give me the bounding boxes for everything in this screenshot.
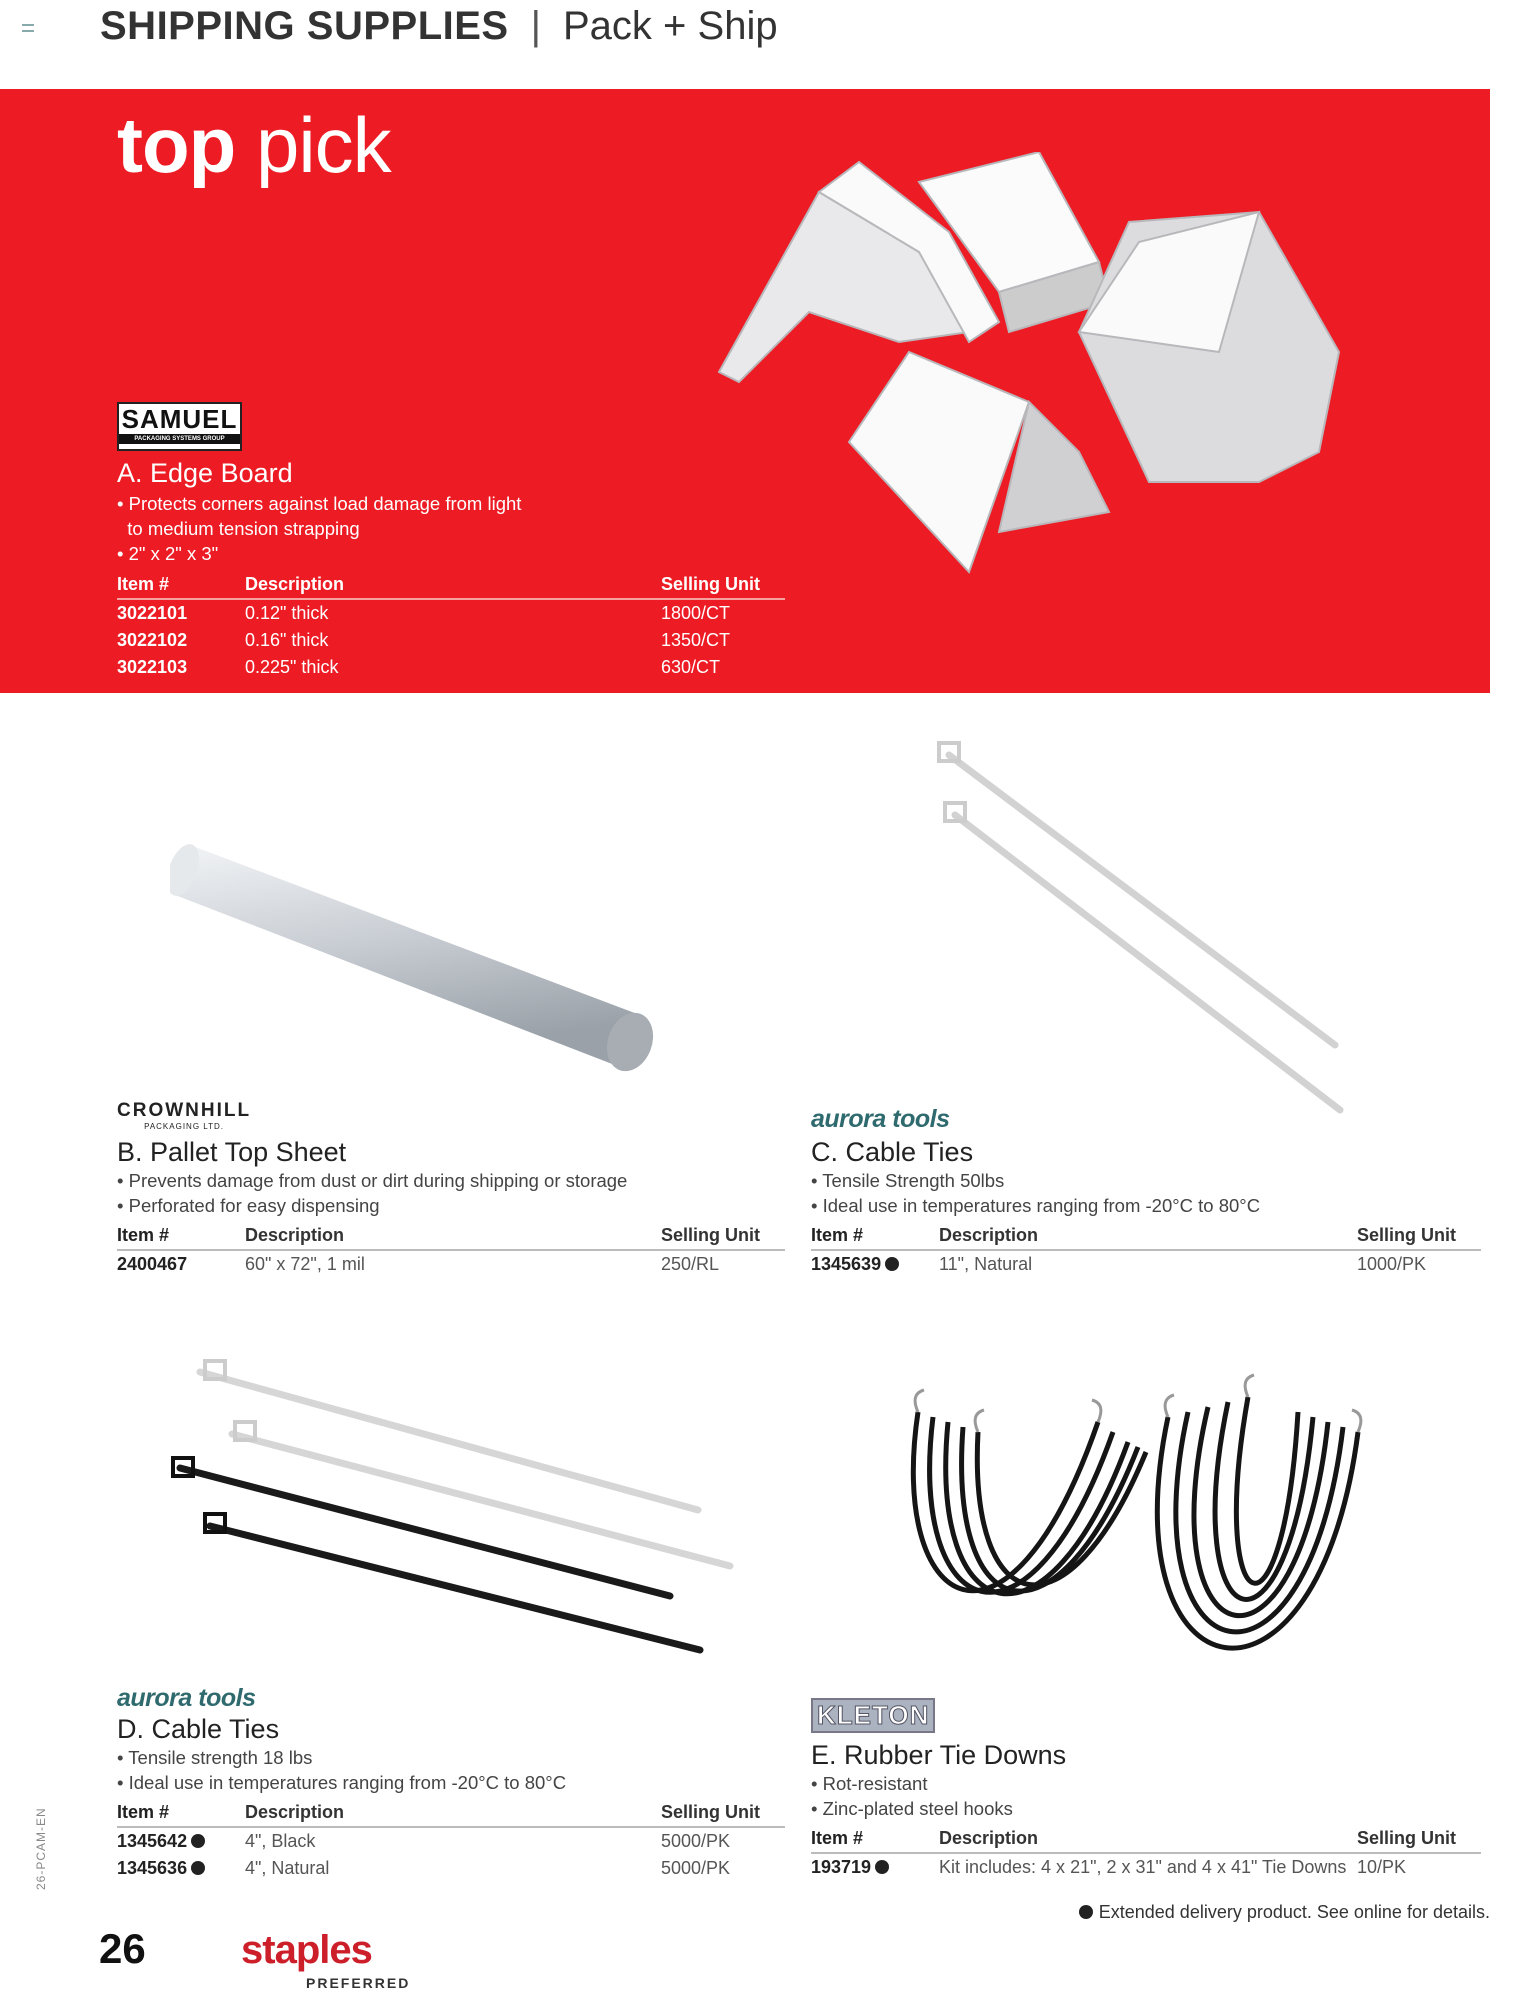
extended-delivery-icon xyxy=(191,1861,205,1875)
extended-delivery-icon xyxy=(875,1860,889,1874)
product-d xyxy=(117,1713,785,1882)
col-item: Item # xyxy=(117,1225,170,1245)
product-bullets xyxy=(117,1745,785,1795)
col-unit: Selling Unit xyxy=(661,1802,760,1822)
col-unit: Selling Unit xyxy=(1357,1828,1456,1848)
cable-ties-natural-image xyxy=(935,735,1345,1115)
top-word: top xyxy=(117,101,236,189)
table-header xyxy=(811,1225,1481,1251)
item-unit: 1000/PK xyxy=(1357,1254,1427,1274)
aurora-tools-logo: aurora tools xyxy=(117,1684,256,1712)
item-desc: 0.225" thick xyxy=(245,657,339,677)
table-header xyxy=(117,1225,785,1251)
catalog-code: 26-PCAM-EN xyxy=(34,1807,48,1890)
col-desc: Description xyxy=(939,1225,1039,1245)
kleton-logo: KLETON xyxy=(811,1698,935,1733)
pallet-sheet-roll-image xyxy=(170,805,680,1075)
item-number: 1345639 xyxy=(811,1254,882,1274)
table-row xyxy=(811,1854,1481,1881)
item-desc: 4", Natural xyxy=(245,1858,330,1878)
col-unit: Selling Unit xyxy=(661,1225,760,1245)
item-unit: 630/CT xyxy=(661,657,721,677)
item-unit: 5000/PK xyxy=(661,1831,731,1851)
product-bullets xyxy=(117,1168,785,1218)
extended-delivery-icon xyxy=(885,1257,899,1271)
subsection-title: Pack + Ship xyxy=(563,3,778,48)
item-number: 1345642 xyxy=(117,1831,188,1851)
footnote-text: Extended delivery product. See online for details. xyxy=(1098,1902,1490,1922)
product-bullets xyxy=(811,1771,1481,1821)
item-desc: 0.12" thick xyxy=(245,603,329,623)
bullet: to medium tension strapping xyxy=(117,518,360,539)
item-unit: 250/RL xyxy=(661,1254,720,1274)
product-title: D. Cable Ties xyxy=(117,1714,280,1744)
product-e xyxy=(811,1739,1481,1881)
col-unit: Selling Unit xyxy=(661,574,760,594)
pick-word: pick xyxy=(255,101,391,189)
table-header xyxy=(117,574,785,600)
item-unit: 10/PK xyxy=(1357,1857,1407,1877)
col-item: Item # xyxy=(811,1828,864,1848)
separator: | xyxy=(530,3,541,48)
col-desc: Description xyxy=(245,574,345,594)
product-bullets xyxy=(811,1168,1481,1218)
page-header xyxy=(100,0,778,52)
extended-delivery-icon xyxy=(191,1834,205,1848)
bullet: • Zinc-plated steel hooks xyxy=(811,1798,1013,1819)
top-pick-heading xyxy=(117,100,391,191)
footnote xyxy=(1079,1902,1490,1923)
bullet: • Prevents damage from dust or dirt during shipping or storage xyxy=(117,1170,628,1191)
item-number: 193719 xyxy=(811,1857,872,1877)
product-table xyxy=(117,574,785,681)
col-item: Item # xyxy=(117,1802,170,1822)
product-title: E. Rubber Tie Downs xyxy=(811,1740,1067,1770)
staples-preferred-label: PREFERRED xyxy=(306,1975,411,1991)
item-desc: 4", Black xyxy=(245,1831,316,1851)
bullet: • Tensile strength 18 lbs xyxy=(117,1747,313,1768)
aurora-tools-logo: aurora tools xyxy=(811,1105,950,1133)
crownhill-logo xyxy=(117,1100,251,1131)
product-table xyxy=(117,1225,785,1278)
table-row xyxy=(117,1251,785,1278)
rubber-tie-downs-image xyxy=(888,1362,1398,1742)
item-number: 1345636 xyxy=(117,1858,188,1878)
table-row xyxy=(117,627,785,654)
item-unit: 1800/CT xyxy=(661,603,731,623)
product-a xyxy=(117,457,785,681)
cable-ties-4in-image xyxy=(170,1358,735,1658)
bullet: • Tensile Strength 50lbs xyxy=(811,1170,1005,1191)
bullet: • Protects corners against load damage from light xyxy=(117,493,522,514)
product-table xyxy=(117,1802,785,1882)
extended-delivery-icon xyxy=(1079,1905,1093,1919)
table-row xyxy=(811,1251,1481,1278)
item-number: 2400467 xyxy=(117,1254,188,1274)
item-desc: Kit includes: 4 x 21", 2 x 31" and 4 x 41" Tie Downs xyxy=(939,1857,1347,1877)
col-desc: Description xyxy=(245,1225,345,1245)
menu-icon xyxy=(22,24,34,32)
samuel-logo-text: SAMUEL xyxy=(121,404,238,434)
item-unit: 1350/CT xyxy=(661,630,731,650)
item-number: 3022102 xyxy=(117,630,188,650)
table-row xyxy=(117,600,785,627)
table-row xyxy=(117,1828,785,1855)
item-number: 3022101 xyxy=(117,603,188,623)
table-header xyxy=(117,1802,785,1828)
product-c xyxy=(811,1136,1481,1278)
item-unit: 5000/PK xyxy=(661,1858,731,1878)
staples-logo: staples xyxy=(241,1928,372,1972)
product-title: C. Cable Ties xyxy=(811,1137,974,1167)
edge-board-image xyxy=(699,152,1389,602)
col-desc: Description xyxy=(939,1828,1039,1848)
item-number: 3022103 xyxy=(117,657,188,677)
item-desc: 60" x 72", 1 mil xyxy=(245,1254,365,1274)
bullet: • Perforated for easy dispensing xyxy=(117,1195,380,1216)
item-desc: 0.16" thick xyxy=(245,630,329,650)
table-row xyxy=(117,1855,785,1882)
crownhill-logo-text: CROWNHILL xyxy=(117,1100,252,1121)
item-desc: 11", Natural xyxy=(939,1254,1033,1274)
col-desc: Description xyxy=(245,1802,345,1822)
product-b xyxy=(117,1136,785,1278)
bullet: • Rot-resistant xyxy=(811,1773,928,1794)
section-title: SHIPPING SUPPLIES xyxy=(100,3,509,48)
page-number: 26 xyxy=(99,1925,146,1972)
samuel-logo-sub: PACKAGING SYSTEMS GROUP xyxy=(119,434,240,444)
product-bullets xyxy=(117,491,785,566)
col-item: Item # xyxy=(811,1225,864,1245)
col-unit: Selling Unit xyxy=(1357,1225,1456,1245)
samuel-logo xyxy=(117,402,242,451)
bullet: • 2" x 2" x 3" xyxy=(117,543,219,564)
product-title: A. Edge Board xyxy=(117,458,293,488)
product-table xyxy=(811,1225,1481,1278)
product-table xyxy=(811,1828,1481,1881)
bullet: • Ideal use in temperatures ranging from -20°C to 80°C xyxy=(117,1772,567,1793)
table-row xyxy=(117,654,785,681)
product-title: B. Pallet Top Sheet xyxy=(117,1137,347,1167)
bullet: • Ideal use in temperatures ranging from -20°C to 80°C xyxy=(811,1195,1261,1216)
crownhill-logo-sub: PACKAGING LTD. xyxy=(144,1122,225,1131)
table-header xyxy=(811,1828,1481,1854)
col-item: Item # xyxy=(117,574,170,594)
